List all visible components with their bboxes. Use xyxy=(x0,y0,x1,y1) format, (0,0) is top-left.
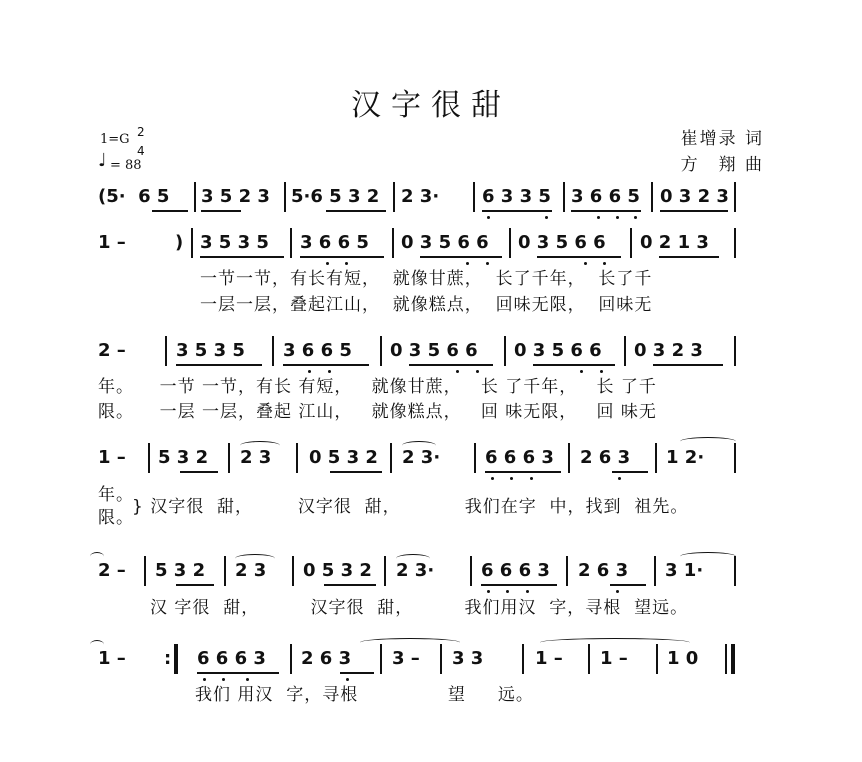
bar-line xyxy=(656,644,658,674)
bar-line xyxy=(390,443,392,473)
underline xyxy=(200,256,284,258)
measure: (5· 6 5 xyxy=(98,186,170,207)
bar-line xyxy=(292,556,294,586)
bar-line xyxy=(272,336,274,366)
underline xyxy=(324,584,376,586)
lyric-line: 限。 一层 一层，叠起 江山， 就像糕点， 回 味无限， 回 味无 xyxy=(98,402,657,422)
bar-line xyxy=(734,336,736,366)
slur xyxy=(680,437,736,446)
measure: 0 3 5 6 6 xyxy=(514,340,602,361)
underline xyxy=(482,210,552,212)
bar-line xyxy=(191,228,193,258)
bar-line xyxy=(474,443,476,473)
lyric-line: 一层一层，叠起江山， 就像糕点， 回味无限， 回味无 xyxy=(200,295,653,315)
measure: 0 5 3 2 xyxy=(309,447,378,468)
measure: 1 – xyxy=(535,648,563,669)
measure: 2 3 xyxy=(240,447,272,468)
tempo-marking: = 88 xyxy=(110,158,142,173)
bar-line xyxy=(224,556,226,586)
underline xyxy=(533,364,615,366)
measure: 3 6 6 5 xyxy=(283,340,352,361)
bar-line xyxy=(563,182,565,212)
underline xyxy=(340,672,374,674)
lyric-line: 我们 用汉 字，寻根 望 远。 xyxy=(195,685,534,705)
underline xyxy=(330,471,382,473)
time-signature-top: 2 xyxy=(137,125,145,139)
composer-credit: 方 翔 曲 xyxy=(680,155,764,175)
bar-line xyxy=(380,644,382,674)
measure: 6 6 6 3 xyxy=(197,648,266,669)
measure: 3 6 6 5 xyxy=(300,232,369,253)
measure: 0 3 5 6 6 xyxy=(518,232,606,253)
bar-line xyxy=(380,336,382,366)
measure: 3 6 6 5 xyxy=(571,186,640,207)
measure: 2 6 3 xyxy=(578,560,629,581)
low-octave-dot xyxy=(597,216,600,219)
bar-line xyxy=(473,182,475,212)
underline xyxy=(571,210,641,212)
bar-line xyxy=(165,336,167,366)
low-octave-dot xyxy=(487,216,490,219)
bar-line xyxy=(384,556,386,586)
slur xyxy=(680,552,736,561)
measure: 2 – xyxy=(98,560,126,581)
slur xyxy=(235,554,275,563)
slur xyxy=(540,638,690,647)
repeat-bar-line xyxy=(174,644,178,674)
measure: 0 3 5 6 6 xyxy=(390,340,478,361)
measure: 3 1· xyxy=(665,560,704,581)
measure: 3 3 xyxy=(452,648,484,669)
measure: 3 – xyxy=(392,648,420,669)
key-signature: 1=G xyxy=(100,132,130,147)
lyric-line: 年。 xyxy=(98,485,134,505)
lyric-line: 年。 一节 一节，有长 有短， 就像甘蔗， 长 了千年， 长 了千 xyxy=(98,377,657,397)
underline xyxy=(152,210,188,212)
measure: 5·6 5 3 2 xyxy=(291,186,380,207)
low-octave-dot xyxy=(510,477,513,480)
bar-line xyxy=(290,228,292,258)
underline xyxy=(176,364,262,366)
low-octave-dot xyxy=(616,216,619,219)
measure: 1 – xyxy=(98,447,126,468)
underline xyxy=(420,256,502,258)
bar-line xyxy=(654,556,656,586)
low-octave-dot xyxy=(618,477,621,480)
song-title: 汉字很甜 xyxy=(351,88,511,123)
measure: 2 3 xyxy=(235,560,267,581)
low-octave-dot xyxy=(491,477,494,480)
measure: 3 5 3 5 xyxy=(176,340,245,361)
bar-line xyxy=(630,228,632,258)
low-octave-dot xyxy=(530,477,533,480)
measure: 3 5 2 3 xyxy=(201,186,270,207)
lyricist-credit: 崔增录 词 xyxy=(680,129,764,149)
underline xyxy=(283,364,369,366)
underline xyxy=(537,256,621,258)
slur xyxy=(90,640,104,649)
measure: 6 6 6 3 xyxy=(481,560,550,581)
underline xyxy=(197,672,279,674)
bar-line xyxy=(148,443,150,473)
bar-line xyxy=(588,644,590,674)
underline xyxy=(659,256,719,258)
bar-line xyxy=(284,182,286,212)
bar-line xyxy=(393,182,395,212)
underline xyxy=(176,584,214,586)
score-row-intro xyxy=(0,186,862,226)
underline xyxy=(610,584,646,586)
bar-line xyxy=(734,228,736,258)
underline xyxy=(180,471,218,473)
bar-line xyxy=(470,556,472,586)
underline xyxy=(481,584,557,586)
repeat-sign: : xyxy=(164,648,172,669)
underline xyxy=(660,210,728,212)
measure: 0 3 2 3 xyxy=(634,340,703,361)
measure: 2 3· xyxy=(402,447,441,468)
measure: 2 3· xyxy=(396,560,435,581)
measure: 6 6 6 3 xyxy=(485,447,554,468)
measure: 2 6 3 xyxy=(301,648,352,669)
time-signature-bottom: 4 xyxy=(137,144,145,158)
lyric-line: 限。 xyxy=(98,508,134,528)
measure: 5 3 2 xyxy=(158,447,209,468)
bar-line xyxy=(194,182,196,212)
bar-line xyxy=(504,336,506,366)
measure: 1 – xyxy=(98,232,126,253)
underline xyxy=(409,364,493,366)
measure: 1 – xyxy=(98,648,126,669)
measure: 2 6 3 xyxy=(580,447,631,468)
underline xyxy=(485,471,561,473)
measure: 1 2· xyxy=(666,447,705,468)
lyric-line: 汉 字很 甜， 汉字很 甜， 我们用汉 字，寻根 望远。 xyxy=(150,598,689,618)
measure: 2 3· xyxy=(401,186,440,207)
bar-line xyxy=(566,556,568,586)
slur xyxy=(90,552,104,561)
bar-line xyxy=(655,443,657,473)
bar-line xyxy=(392,228,394,258)
slur xyxy=(240,441,280,450)
measure: 6 3 3 5 xyxy=(482,186,551,207)
underline xyxy=(201,210,241,212)
bar-line xyxy=(290,644,292,674)
measure: 0 2 1 3 xyxy=(640,232,709,253)
measure: 0 3 5 6 6 xyxy=(401,232,489,253)
bar-line xyxy=(228,443,230,473)
slur xyxy=(396,554,430,563)
underline xyxy=(300,256,384,258)
slur xyxy=(402,441,436,450)
measure: 0 5 3 2 xyxy=(303,560,372,581)
measure: 0 3 2 3 xyxy=(660,186,729,207)
measure: 2 – xyxy=(98,340,126,361)
measure: 5 3 2 xyxy=(155,560,206,581)
measure: 3 5 3 5 xyxy=(200,232,269,253)
measure: 1 0 xyxy=(667,648,699,669)
bar-line xyxy=(509,228,511,258)
bar-line xyxy=(144,556,146,586)
bar-line xyxy=(440,644,442,674)
quarter-note-icon: ♩ xyxy=(98,150,107,171)
lyric-line: 一节一节，有长有短， 就像甘蔗， 长了千年， 长了千 xyxy=(200,269,653,289)
final-bar-line xyxy=(731,644,735,674)
underline xyxy=(612,471,648,473)
bar-line xyxy=(522,644,524,674)
bar-line xyxy=(296,443,298,473)
measure: 1 – xyxy=(600,648,628,669)
bar-line xyxy=(624,336,626,366)
bar-line xyxy=(651,182,653,212)
lyric-line: } 汉字很 甜， 汉字很 甜， 我们在字 中，找到 祖先。 xyxy=(132,497,689,517)
bar-line xyxy=(725,644,727,674)
bar-line xyxy=(734,443,736,473)
underline xyxy=(653,364,723,366)
bar-line xyxy=(568,443,570,473)
underline xyxy=(326,210,386,212)
measure: ) xyxy=(175,232,184,253)
slur xyxy=(360,638,460,647)
bar-line xyxy=(734,182,736,212)
low-octave-dot xyxy=(634,216,637,219)
low-octave-dot xyxy=(545,216,548,219)
